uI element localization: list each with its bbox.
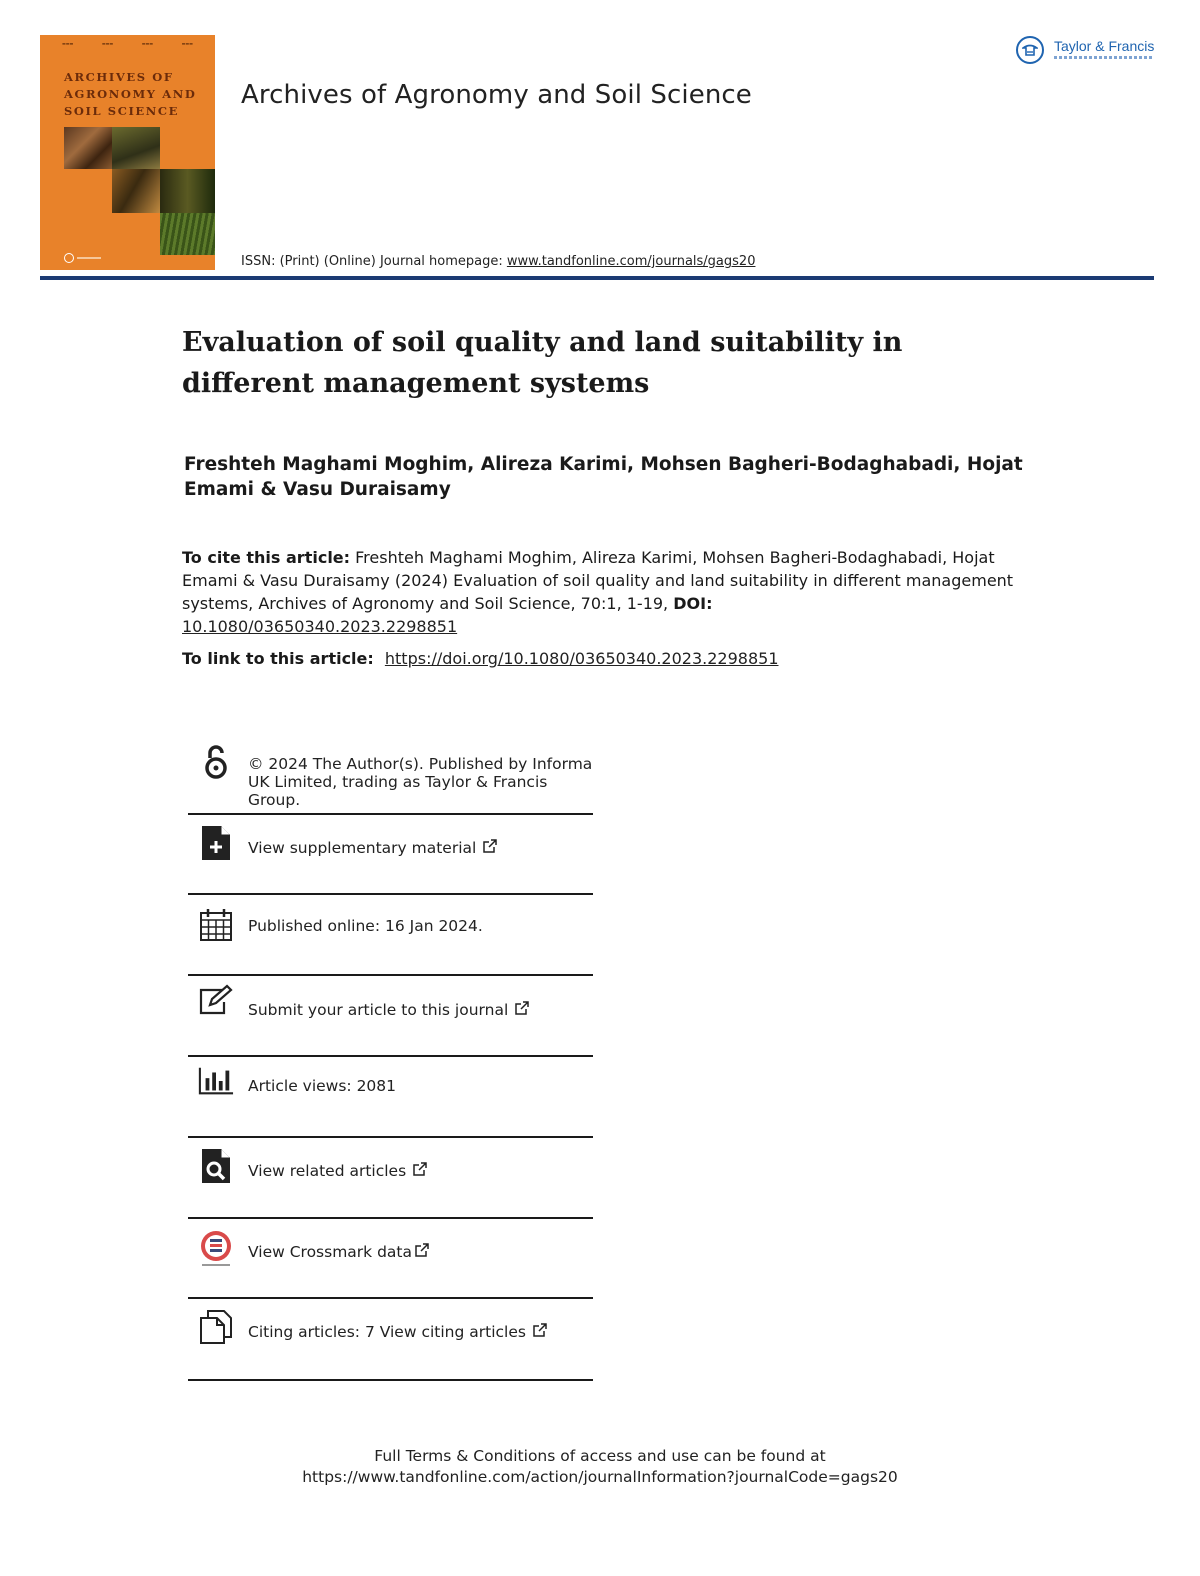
article-authors: Freshteh Maghami Moghim, Alireza Karimi, Mohsen Bagheri-Bodaghabadi, Hojat Emami & Vasu Duraisamy — [184, 454, 1023, 500]
publisher-logo-icon — [1016, 36, 1044, 64]
related-search-icon — [198, 1148, 234, 1184]
related-row[interactable] — [188, 1136, 593, 1219]
published-date: Published online: 16 Jan 2024. — [248, 917, 483, 935]
supplementary-row[interactable] — [188, 813, 593, 895]
cover-title: ARCHIVES OF AGRONOMY AND SOIL SCIENCE — [64, 70, 197, 118]
journal-homepage-link[interactable]: www.tandfonline.com/journals/gags20 — [506, 254, 756, 269]
issn-line — [241, 254, 755, 269]
doi-link[interactable]: 10.1080/03650340.2023.2298851 — [182, 617, 458, 636]
submit-link[interactable] — [248, 1000, 530, 1019]
terms-text: Full Terms & Conditions of access and use can be found at — [374, 1447, 826, 1465]
external-link-icon — [414, 1242, 430, 1258]
open-access-icon — [198, 744, 234, 780]
published-row — [188, 893, 593, 976]
citing-label: Citing articles: 7 View citing articles — [248, 1323, 526, 1341]
citation-block — [182, 546, 1042, 638]
citing-link[interactable] — [248, 1322, 548, 1341]
cover-publisher-logo — [64, 247, 104, 257]
link-label: To link to this article: — [182, 649, 374, 668]
cite-text: Freshteh Maghami Moghim, Alireza Karimi, Mohsen Bagheri-Bodaghabadi, Hojat Emami & Vasu Duraisamy (2024) Evaluation of soil quality and land suitability in different management systems, Archives of Agronomy and Soil Science, 70:1, 1-19, — [182, 548, 1014, 613]
article-views: Article views: 2081 — [248, 1077, 397, 1095]
cover-photo — [64, 127, 112, 169]
publisher-tagline — [1054, 56, 1154, 59]
terms-footer — [0, 1446, 1200, 1488]
cover-photo — [112, 127, 160, 169]
supplementary-file-icon — [198, 825, 234, 861]
journal-cover-image — [40, 35, 215, 270]
cover-photo — [160, 169, 215, 213]
crossmark-row[interactable] — [188, 1217, 593, 1299]
license-text: © 2024 The Author(s). Published by Informa UK Limited, trading as Taylor & Francis Group. — [248, 755, 593, 809]
license-row — [188, 740, 593, 815]
cover-photo — [160, 213, 215, 255]
crossmark-icon — [198, 1231, 234, 1267]
publisher-name: Taylor & Francis — [1054, 38, 1155, 54]
crossmark-label: View Crossmark data — [248, 1243, 412, 1261]
cover-photo — [112, 169, 160, 213]
external-link-icon — [532, 1322, 548, 1338]
citing-articles-icon — [198, 1309, 234, 1345]
citing-row[interactable] — [188, 1297, 593, 1381]
bar-chart-icon — [198, 1063, 234, 1099]
cover-issue-line: ▬▬▬ ▬▬▬ ▬▬▬ ▬▬▬ — [62, 41, 193, 46]
article-link-line — [182, 649, 779, 668]
issn-text: ISSN: (Print) (Online) Journal homepage: — [241, 254, 507, 269]
header-divider — [40, 276, 1154, 280]
supplementary-link[interactable] — [248, 838, 498, 857]
submit-row[interactable] — [188, 974, 593, 1057]
crossmark-link[interactable] — [248, 1242, 430, 1261]
views-row — [188, 1055, 593, 1138]
supplementary-label: View supplementary material — [248, 839, 477, 857]
article-title: Evaluation of soil quality and land suitability in different management systems — [182, 327, 903, 399]
edit-icon — [198, 982, 234, 1018]
related-link[interactable] — [248, 1161, 428, 1180]
cite-label: To cite this article: — [182, 548, 351, 567]
doi-label: DOI: — [673, 594, 713, 613]
external-link-icon — [514, 1000, 530, 1016]
related-label: View related articles — [248, 1162, 407, 1180]
submit-label: Submit your article to this journal — [248, 1001, 509, 1019]
taylor-francis-logo[interactable] — [1016, 36, 1156, 68]
calendar-icon — [198, 907, 234, 943]
article-doi-url[interactable]: https://doi.org/10.1080/03650340.2023.2298851 — [384, 649, 779, 668]
terms-url[interactable]: https://www.tandfonline.com/action/journalInformation?journalCode=gags20 — [302, 1468, 898, 1486]
external-link-icon — [482, 838, 498, 854]
external-link-icon — [412, 1161, 428, 1177]
journal-title: Archives of Agronomy and Soil Science — [241, 80, 752, 110]
